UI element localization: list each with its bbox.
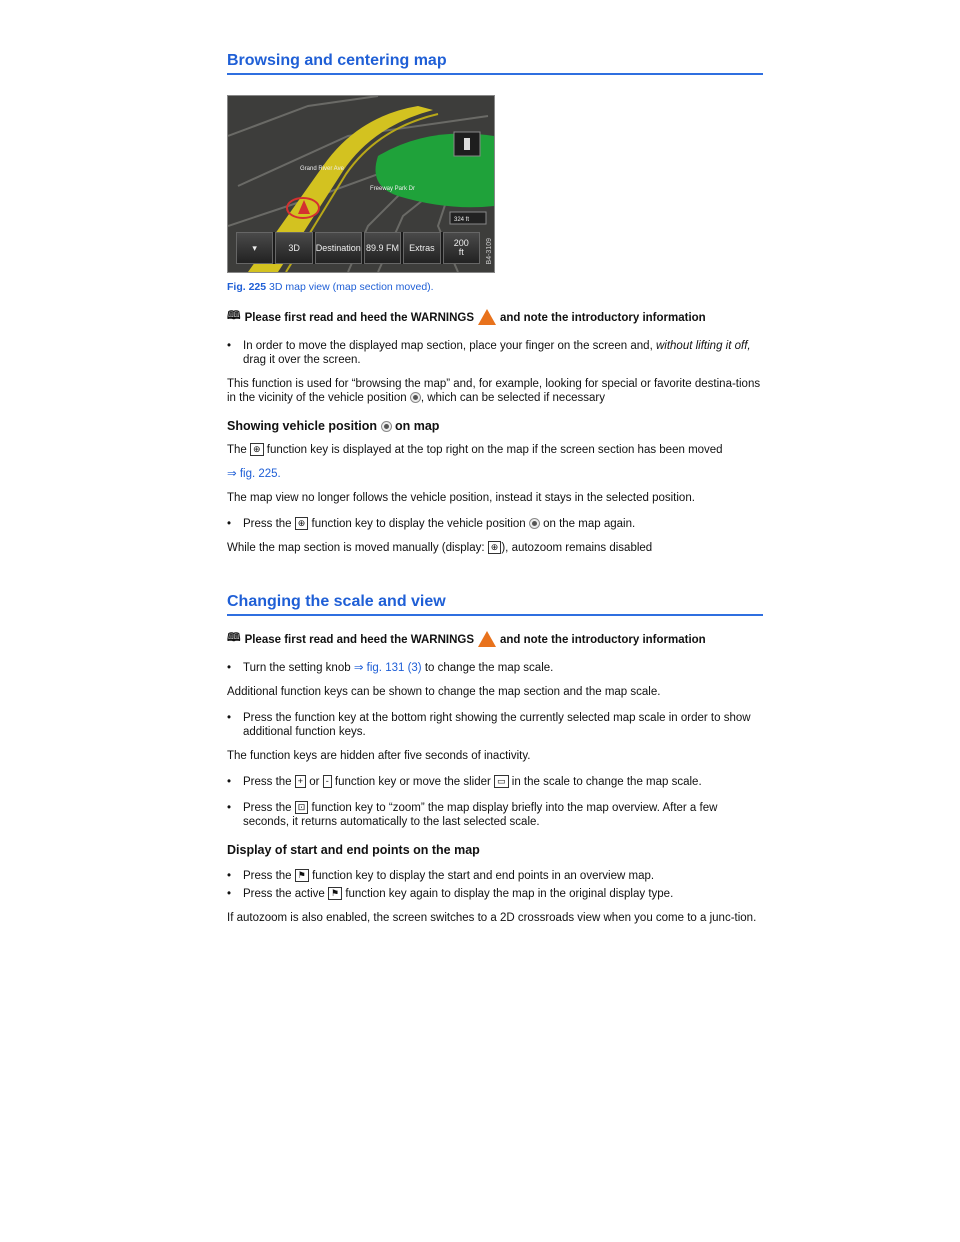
paragraph: This function is used for “browsing the map” and, for example, looking for special or favorite destina-tions in the vicinity of the vehicle position , which can be selected if necessary [227, 378, 761, 404]
warning-icon [478, 309, 496, 325]
list-item: • Press the + or - function key or move the slider ▭ in the scale to change the map scale. [227, 776, 702, 788]
list-item: • Press the ⊡ function key to “zoom” the map display briefly into the map overview. After a few seconds, it returns automatically to the last selected scale. [227, 802, 718, 828]
paragraph: The map view no longer follows the vehicle position, instead it stays in the selected position. [227, 492, 695, 504]
center-key-icon: ⊕ [250, 443, 264, 456]
slider-icon: ▭ [494, 775, 509, 788]
paragraph: The ⊕ function key is displayed at the top right on the map if the screen section has been moved [227, 444, 723, 456]
zoom-value: 200 [453, 238, 469, 248]
scale-badge: 324 ft [454, 217, 470, 223]
figure-link[interactable]: ⇒ fig. 225. [227, 468, 281, 480]
center-key-icon: ⊕ [295, 517, 309, 530]
vehicle-position-icon [410, 392, 421, 403]
section-title-browsing: Browsing and centering map [227, 52, 763, 75]
destination-button[interactable]: Destination [315, 232, 362, 264]
paragraph: While the map section is moved manually (display: ⊕ ), autozoom remains disabled [227, 542, 653, 554]
center-key-icon: ⊕ [488, 541, 502, 554]
heed-note-2: 🕮 Please first read and heed the WARNINGS and note the introductory information [227, 630, 763, 649]
figure-code: B4-3109 [486, 237, 493, 264]
street-label-1: Grand River Ave [300, 166, 344, 172]
start-end-key-icon: ⚑ [295, 869, 309, 882]
street-label-2: Freeway Park Dr [370, 186, 416, 192]
zoom-unit: ft [458, 247, 464, 257]
minus-key-icon: - [323, 775, 332, 788]
list-item: • Press the ⊕ function key to display the vehicle position on the map again. [227, 518, 636, 530]
3d-button[interactable]: 3D [275, 232, 312, 264]
overview-key-icon: ⊡ [295, 801, 309, 814]
start-end-key-icon: ⚑ [328, 887, 342, 900]
list-item: • Press the ⚑ function key to display the start and end points in an overview map. [227, 870, 655, 882]
book-icon: 🕮 [227, 310, 241, 322]
heed-note-1: 🕮 Please first read and heed the WARNINGS and note the introductory information [227, 308, 763, 327]
map-figure [227, 95, 495, 273]
radio-button[interactable]: 89.9 FM [364, 232, 401, 264]
figure-link[interactable]: ⇒ fig. 131 (3) [353, 662, 422, 674]
figure-caption: Fig. 225 3D map view (map section moved). [227, 281, 434, 293]
list-item: • In order to move the displayed map section, place your finger on the screen and, without lifting it off, drag it over the screen. [227, 340, 751, 366]
manual-page [227, 52, 763, 925]
list-item: • Press the active ⚑ function key again to display the map in the original display type. [227, 888, 674, 900]
paragraph: If autozoom is also enabled, the screen switches to a 2D crossroads view when you come to a junc-tion. [227, 912, 757, 924]
paragraph: Additional function keys can be shown to change the map section and the map scale. [227, 686, 661, 698]
vehicle-position-icon [381, 421, 392, 432]
subheading: Showing vehicle position on map [227, 419, 440, 433]
vehicle-position-icon [529, 518, 540, 529]
menu-button[interactable]: ▾ [236, 232, 273, 264]
plus-key-icon: + [295, 775, 306, 788]
section-title-scale: Changing the scale and view [227, 593, 763, 616]
map-toolbar [236, 232, 480, 264]
warning-icon [478, 631, 496, 647]
list-item: • Press the function key at the bottom right showing the currently selected map scale in order to show additional function keys. [227, 712, 751, 738]
list-item: • Turn the setting knob ⇒ fig. 131 (3) to change the map scale. [227, 662, 554, 674]
paragraph: The function keys are hidden after five seconds of inactivity. [227, 750, 531, 762]
subheading: Display of start and end points on the map [227, 843, 480, 857]
book-icon: 🕮 [227, 632, 241, 644]
zoom-button[interactable] [443, 232, 480, 264]
extras-button[interactable]: Extras [403, 232, 440, 264]
